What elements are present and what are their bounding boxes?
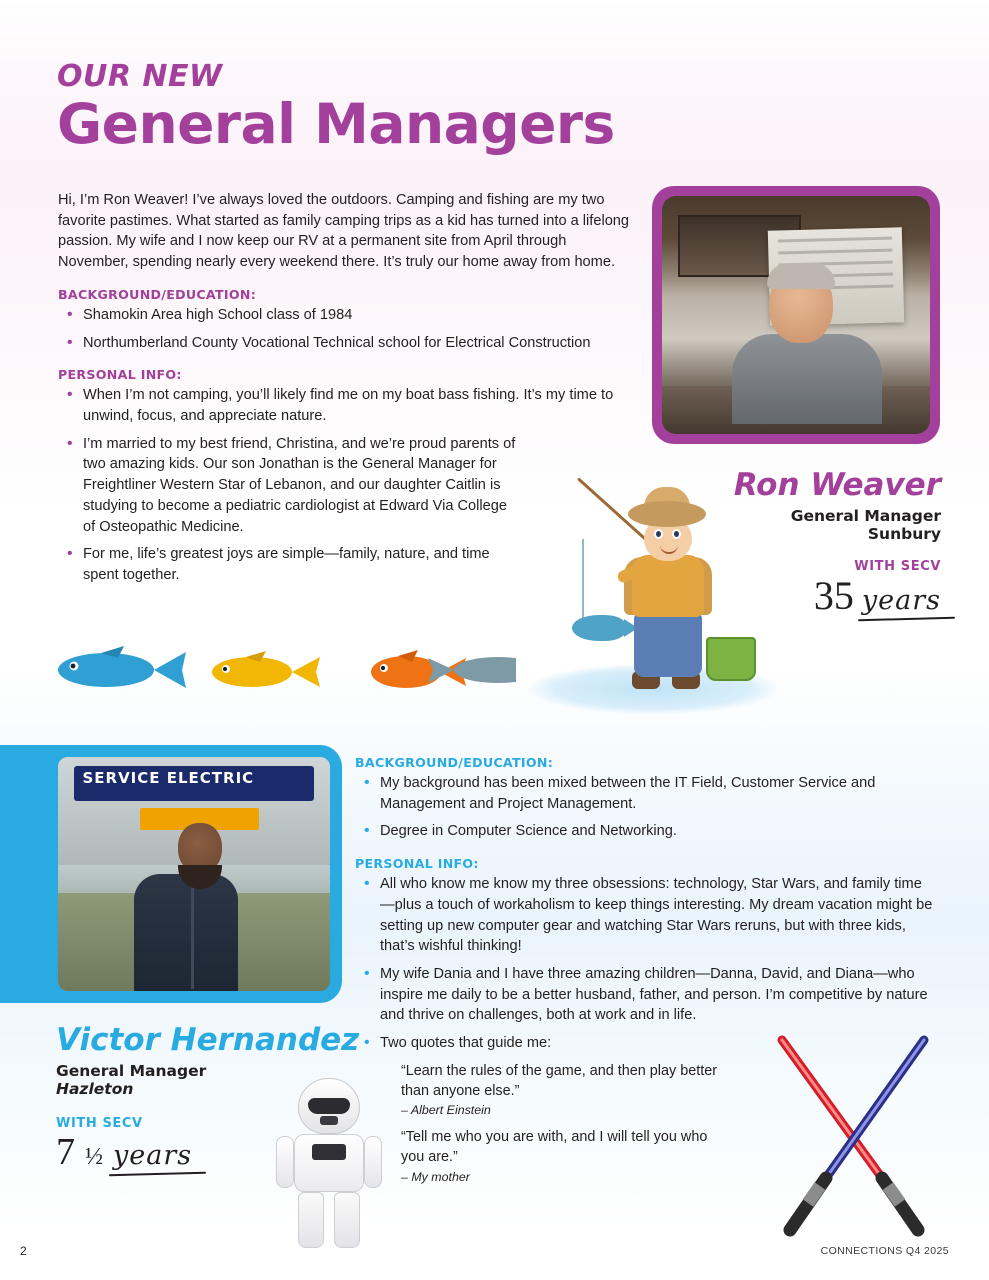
- footer-publication: CONNECTIONS Q4 2025: [820, 1245, 949, 1257]
- victor-years-word: years: [113, 1140, 193, 1171]
- victor-background-list: [355, 773, 935, 842]
- trooper-leg-left: [298, 1192, 324, 1248]
- bucket-icon: [706, 637, 756, 681]
- page-number: 2: [20, 1244, 27, 1258]
- fish-row-svg: [46, 638, 516, 702]
- trooper-arm-left: [276, 1136, 294, 1188]
- list-item: • My wife Dania and I have three amazing children—Danna, David, and Diana—who inspire me daily to be a better husband, father, and person. I’m competitive by nature and thrive on challenges, both at work and in life.: [355, 964, 935, 1026]
- trooper-torso: [294, 1134, 364, 1192]
- ron-years-line: [521, 573, 941, 618]
- list-item: • Northumberland County Vocational Technical school for Electrical Construction: [58, 333, 630, 354]
- victor-photo-frame: [0, 745, 342, 1003]
- ron-background-heading: BACKGROUND/EDUCATION:: [58, 286, 257, 302]
- photo-person-body: [134, 874, 238, 991]
- ron-intro-paragraph: Hi, I’m Ron Weaver! I’ve always loved the outdoors. Camping and fishing are my two favorite pastimes. What started as family camping trips as a kid has turned into a lifelong passion. My wife and I now keep our RV at a permanent site from April through November, spending nearly every weekend there. It’s truly our home away from home.: [58, 192, 630, 271]
- victor-years-fraction: ½: [85, 1144, 103, 1170]
- quote-attribution: – My mother: [401, 1169, 470, 1184]
- caught-fish-icon: [572, 615, 626, 641]
- list-item: • All who know me know my three obsessions: technology, Star Wars, and family time—plus a touch of workaholism to keep things interesting. My dream vacation might be setting up new computer gear and watching Star Wars reruns, but with three kids, that’s wishful thinking!: [355, 874, 935, 957]
- ron-years-number: 35: [813, 573, 854, 618]
- fish-decoration-row: [46, 638, 516, 702]
- page-title: [57, 59, 615, 156]
- list-item: • Shamokin Area high School class of 1984: [58, 305, 630, 326]
- ron-name: Ron Weaver: [733, 467, 941, 503]
- photo-person-hair: [767, 263, 835, 289]
- ron-photo: [662, 196, 930, 434]
- lightsabers-illustration: [760, 1030, 950, 1250]
- victor-background-heading: BACKGROUND/EDUCATION:: [355, 755, 554, 770]
- victor-name: Victor Hernandez: [56, 1022, 360, 1058]
- ron-background-list: [58, 305, 630, 353]
- lightsabers-svg: [760, 1030, 950, 1250]
- ron-personal-heading: PERSONAL INFO:: [58, 367, 182, 383]
- list-item: • For me, life’s greatest joys are simple—family, nature, and time spent together.: [58, 544, 528, 585]
- silver-fish-icon: [428, 657, 516, 683]
- trooper-visor: [308, 1098, 350, 1114]
- fisherman-pants: [634, 611, 702, 677]
- ron-name-block: [521, 467, 941, 618]
- quote-text: “Tell me who you are with, and I will tell you who you are.”: [401, 1129, 708, 1166]
- ron-photo-frame: [652, 186, 940, 444]
- victor-quote-1: [401, 1061, 731, 1117]
- list-item: • My background has been mixed between the IT Field, Customer Service and Management and Project Management.: [355, 773, 935, 814]
- victor-city: Hazleton: [56, 1080, 134, 1098]
- trooper-arm-right: [364, 1136, 382, 1188]
- victor-photo: [58, 757, 330, 991]
- trooper-leg-right: [334, 1192, 360, 1248]
- list-item: • When I’m not camping, you’ll likely find me on my boat bass fishing. It’s my time to unwind, focus, and appreciate nature.: [58, 385, 630, 426]
- photo-sign-text: SERVICE ELECTRIC: [82, 768, 255, 787]
- ron-role: General Manager: [790, 507, 941, 525]
- ron-with-secv-label: WITH SECV: [854, 559, 941, 574]
- title-kicker: OUR NEW: [57, 59, 223, 94]
- title-main: General Managers: [57, 92, 615, 156]
- victor-quote-2: [401, 1127, 731, 1183]
- stormtrooper-illustration: [268, 1078, 390, 1248]
- photo-person-body: [732, 334, 882, 424]
- trooper-vent: [320, 1116, 338, 1125]
- trooper-chest-panel: [312, 1144, 346, 1160]
- list-item: • Degree in Computer Science and Networking.: [355, 821, 935, 842]
- victor-years-number: 7: [56, 1131, 75, 1173]
- quote-attribution: – Albert Einstein: [401, 1103, 491, 1118]
- list-item: • I’m married to my best friend, Christina, and we’re proud parents of two amazing kids. Our son Jonathan is the General Manager for Freightliner Western Star of Lebanon, and our daughter Caitlin is studying to become a pediatric cardiologist at Edward Via College of Osteopathic Medicine.: [58, 434, 518, 538]
- ron-years-word: years: [861, 585, 941, 616]
- victor-personal-heading: PERSONAL INFO:: [355, 856, 479, 872]
- victor-with-secv-label: WITH SECV: [56, 1116, 143, 1131]
- list-item: • Two quotes that guide me:: [355, 1033, 935, 1054]
- ron-city: Sunbury: [867, 525, 941, 543]
- victor-personal-list: [355, 874, 935, 1054]
- photo-jacket-zipper: [191, 879, 194, 989]
- victor-role: General Manager: [56, 1062, 207, 1080]
- yellow-fish-icon: [212, 651, 320, 687]
- quote-text: “Learn the rules of the game, and then play better than anyone else.”: [401, 1062, 717, 1100]
- blue-fish-icon: [58, 646, 186, 688]
